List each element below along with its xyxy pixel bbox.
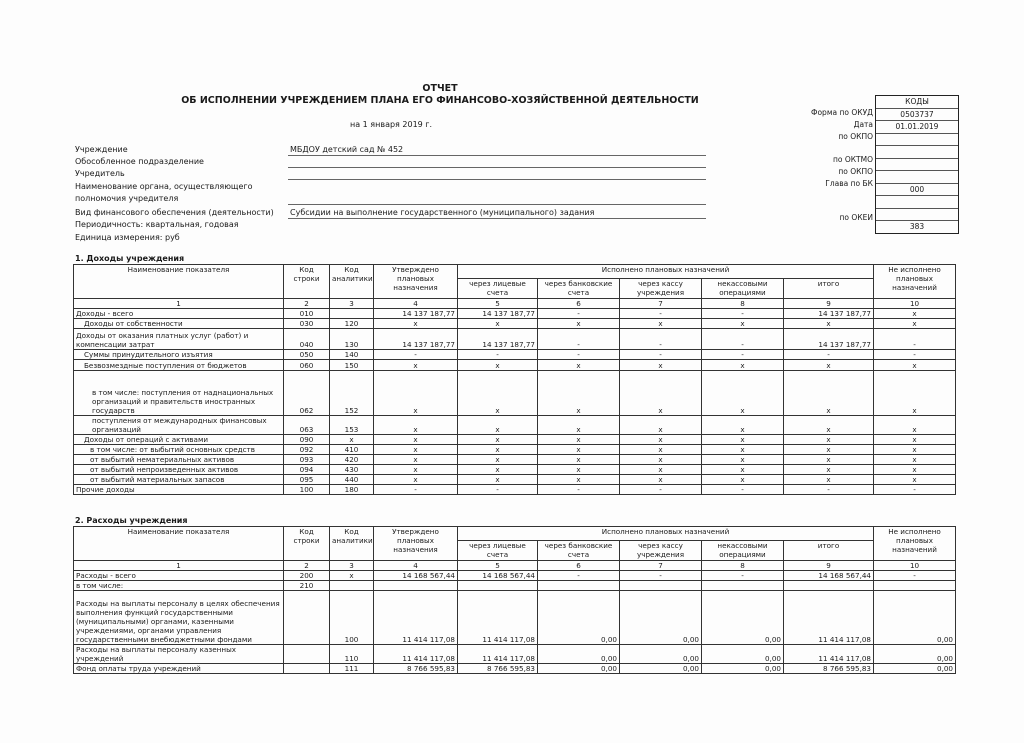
row-value: x [620, 455, 702, 465]
row-value: x [330, 435, 374, 445]
table-row [74, 371, 956, 416]
row-value [284, 664, 330, 674]
row-value: - [620, 329, 702, 350]
expense-table [73, 526, 956, 674]
row-value: - [702, 350, 784, 360]
row-value: 0,00 [874, 664, 956, 674]
row-value: x [538, 475, 620, 485]
header-via-cash: через кассу учреждения [620, 279, 702, 299]
row-value: - [874, 350, 956, 360]
row-value: 8 766 595,83 [374, 664, 458, 674]
row-value: x [374, 371, 458, 416]
row-value: - [702, 485, 784, 495]
row-value: 0,00 [538, 664, 620, 674]
header-name: Наименование показателя [74, 265, 284, 299]
code-okpo [876, 134, 958, 147]
header-code: Код строки [284, 527, 330, 561]
row-value: 200 [284, 571, 330, 581]
row-value: 0,00 [620, 591, 702, 645]
table-row [74, 435, 956, 445]
codes-box [875, 95, 959, 234]
row-value: x [784, 475, 874, 485]
code-oktmo [876, 159, 958, 172]
header-analytic: Код аналитики [330, 265, 374, 299]
row-value: x [458, 360, 538, 371]
row-value: x [874, 445, 956, 455]
row-value: x [702, 435, 784, 445]
row-value: x [620, 319, 702, 329]
row-value: - [538, 485, 620, 495]
table-row [74, 350, 956, 360]
row-value: 14 137 187,77 [784, 309, 874, 319]
code-empty-2 [876, 196, 958, 209]
header-via-accounts: через лицевые счета [458, 279, 538, 299]
row-value: 0,00 [702, 591, 784, 645]
row-value: - [702, 329, 784, 350]
row-value: x [784, 360, 874, 371]
row-name: Доходы - всего [74, 309, 284, 319]
row-value: x [330, 571, 374, 581]
row-name: в том числе: от выбытий основных средств [74, 445, 284, 455]
row-value: x [702, 445, 784, 455]
row-value: 063 [284, 416, 330, 435]
row-value: 8 766 595,83 [784, 664, 874, 674]
row-name: от выбытий нематериальных активов [74, 455, 284, 465]
table-row [74, 455, 956, 465]
row-value: 180 [330, 485, 374, 495]
label-okpo: по ОКПО [838, 132, 873, 141]
header-via-bank: через банковские счета [538, 541, 620, 561]
header-noncash: некассовыми операциями [702, 279, 784, 299]
row-value: 130 [330, 329, 374, 350]
row-value: x [374, 416, 458, 435]
row-value: 0,00 [702, 664, 784, 674]
row-value: x [874, 475, 956, 485]
header-via-accounts: через лицевые счета [458, 541, 538, 561]
row-value: x [538, 360, 620, 371]
row-value [330, 309, 374, 319]
row-value [874, 581, 956, 591]
column-number: 7 [620, 299, 702, 309]
row-value [784, 581, 874, 591]
row-value: - [620, 571, 702, 581]
row-value: 14 168 567,44 [374, 571, 458, 581]
column-number: 5 [458, 561, 538, 571]
row-value: x [874, 416, 956, 435]
row-value: 094 [284, 465, 330, 475]
row-value: x [874, 455, 956, 465]
header-unexecuted: Не исполнено плановых назначений [874, 527, 956, 561]
header-code: Код строки [284, 265, 330, 299]
row-value: 11 414 117,08 [374, 645, 458, 664]
row-value: x [538, 416, 620, 435]
row-value: 030 [284, 319, 330, 329]
row-value: 110 [330, 645, 374, 664]
row-value: 060 [284, 360, 330, 371]
row-name: Доходы от операций с активами [74, 435, 284, 445]
row-value: 14 168 567,44 [784, 571, 874, 581]
row-value: x [874, 319, 956, 329]
row-value: x [374, 465, 458, 475]
authority-label-2: полномочия учредителя [75, 194, 179, 203]
code-bk: 000 [876, 184, 958, 197]
finance-label: Вид финансового обеспечения (деятельности) [75, 208, 274, 217]
row-value: 153 [330, 416, 374, 435]
table-row [74, 319, 956, 329]
header-executed: Исполнено плановых назначений [458, 265, 874, 279]
row-value: x [784, 416, 874, 435]
row-name: Расходы - всего [74, 571, 284, 581]
column-number: 5 [458, 299, 538, 309]
row-value: x [458, 455, 538, 465]
row-value: 090 [284, 435, 330, 445]
row-value: x [538, 455, 620, 465]
row-value: x [874, 309, 956, 319]
row-value [284, 645, 330, 664]
row-value: x [702, 360, 784, 371]
row-value: x [458, 416, 538, 435]
row-value: x [458, 475, 538, 485]
row-value: 100 [284, 485, 330, 495]
row-value: 010 [284, 309, 330, 319]
row-value: - [538, 571, 620, 581]
row-value: 410 [330, 445, 374, 455]
row-value [702, 581, 784, 591]
row-value: x [620, 416, 702, 435]
row-value: 14 168 567,44 [458, 571, 538, 581]
row-value: x [784, 435, 874, 445]
row-name: Расходы на выплаты персоналу в целях обеспечения выполнения функций государственными (муниципальными) органами, казенными учреждениями, органами управления государственными внебюджетными фондами [74, 591, 284, 645]
row-value: 140 [330, 350, 374, 360]
table-row [74, 645, 956, 664]
label-date: Дата [853, 120, 873, 129]
column-number: 1 [74, 299, 284, 309]
table-row [74, 445, 956, 455]
row-value: 093 [284, 455, 330, 465]
header-via-bank: через банковские счета [538, 279, 620, 299]
header-via-cash: через кассу учреждения [620, 541, 702, 561]
code-okud: 0503737 [876, 109, 958, 122]
row-value: x [702, 455, 784, 465]
row-value: - [620, 309, 702, 319]
row-value: 8 766 595,83 [458, 664, 538, 674]
row-name: от выбытий непроизведенных активов [74, 465, 284, 475]
income-table [73, 264, 956, 495]
row-value: x [784, 445, 874, 455]
row-value: 440 [330, 475, 374, 485]
row-value: x [374, 435, 458, 445]
row-value: 0,00 [538, 645, 620, 664]
row-value: 0,00 [702, 645, 784, 664]
code-empty-1 [876, 146, 958, 159]
row-value: 0,00 [620, 664, 702, 674]
code-empty-3 [876, 209, 958, 222]
row-value: x [784, 371, 874, 416]
table-row [74, 591, 956, 645]
row-value [458, 581, 538, 591]
row-value: - [620, 485, 702, 495]
row-value: x [702, 475, 784, 485]
header-unexecuted: Не исполнено плановых назначений [874, 265, 956, 299]
row-value: x [538, 319, 620, 329]
column-number: 10 [874, 299, 956, 309]
row-value: 152 [330, 371, 374, 416]
row-value: x [620, 360, 702, 371]
row-value: 092 [284, 445, 330, 455]
row-value: 095 [284, 475, 330, 485]
subdivision-label: Обособленное подразделение [75, 157, 204, 166]
row-value: - [702, 571, 784, 581]
row-value: 14 137 187,77 [458, 309, 538, 319]
authority-label-1: Наименование органа, осуществляющего [75, 182, 253, 191]
label-okei: по ОКЕИ [839, 213, 873, 222]
institution-value: МБДОУ детский сад № 452 [290, 145, 404, 154]
row-value [538, 581, 620, 591]
row-value: x [874, 371, 956, 416]
row-value: x [702, 319, 784, 329]
code-date: 01.01.2019 [876, 121, 958, 134]
row-value: 0,00 [874, 591, 956, 645]
row-name: Суммы принудительного изъятия [74, 350, 284, 360]
report-title: ОТЧЕТ [422, 83, 458, 94]
column-number: 2 [284, 561, 330, 571]
row-value: x [702, 465, 784, 475]
header-executed: Исполнено плановых назначений [458, 527, 874, 541]
table-row [74, 571, 956, 581]
row-value: - [874, 571, 956, 581]
row-name: поступления от международных финансовых организаций [74, 416, 284, 435]
row-value: x [374, 319, 458, 329]
column-number: 4 [374, 299, 458, 309]
header-approved: Утверждено плановых назначения [374, 527, 458, 561]
row-value: - [538, 350, 620, 360]
row-value: 14 137 187,77 [784, 329, 874, 350]
column-number: 2 [284, 299, 330, 309]
header-total: итого [784, 541, 874, 561]
row-value: 11 414 117,08 [784, 645, 874, 664]
row-value: - [458, 350, 538, 360]
column-number: 4 [374, 561, 458, 571]
row-value: 040 [284, 329, 330, 350]
table-row [74, 475, 956, 485]
header-name: Наименование показателя [74, 527, 284, 561]
row-value: x [538, 465, 620, 475]
section1-title: 1. Доходы учреждения [75, 254, 185, 263]
row-value: 14 137 187,77 [374, 309, 458, 319]
row-name: Фонд оплаты труда учреждений [74, 664, 284, 674]
row-value: - [874, 329, 956, 350]
row-value: x [374, 360, 458, 371]
row-value: x [538, 435, 620, 445]
row-value: 0,00 [620, 645, 702, 664]
row-value: - [458, 485, 538, 495]
row-value [284, 591, 330, 645]
row-value: - [874, 485, 956, 495]
row-value: - [374, 350, 458, 360]
founder-label: Учредитель [75, 169, 125, 178]
row-name: от выбытий материальных запасов [74, 475, 284, 485]
column-number: 9 [784, 299, 874, 309]
row-value: x [784, 455, 874, 465]
row-name: в том числе: поступления от наднациональных организаций и правительств иностранных государств [74, 371, 284, 416]
code-okei: 383 [909, 222, 925, 231]
institution-label: Учреждение [75, 145, 128, 154]
table-row [74, 309, 956, 319]
row-value: - [620, 350, 702, 360]
row-name: Доходы от собственности [74, 319, 284, 329]
row-value: 11 414 117,08 [374, 591, 458, 645]
row-value: - [702, 309, 784, 319]
column-number: 6 [538, 561, 620, 571]
row-value: 11 414 117,08 [784, 591, 874, 645]
row-value: x [374, 475, 458, 485]
table-row [74, 581, 956, 591]
table-row [74, 360, 956, 371]
row-value: 430 [330, 465, 374, 475]
row-value: 14 137 187,77 [374, 329, 458, 350]
header-approved: Утверждено плановых назначения [374, 265, 458, 299]
report-subtitle: ОБ ИСПОЛНЕНИИ УЧРЕЖДЕНИЕМ ПЛАНА ЕГО ФИНАНСОВО-ХОЗЯЙСТВЕННОЙ ДЕЯТЕЛЬНОСТИ [181, 95, 699, 106]
row-value: - [784, 485, 874, 495]
row-value: x [620, 371, 702, 416]
row-value: - [374, 485, 458, 495]
column-number: 8 [702, 561, 784, 571]
table-row [74, 416, 956, 435]
row-value: 120 [330, 319, 374, 329]
row-value: - [538, 329, 620, 350]
header-analytic: Код аналитики [330, 527, 374, 561]
row-value: 111 [330, 664, 374, 674]
period-label: Периодичность: квартальная, годовая [75, 220, 239, 229]
column-number: 1 [74, 561, 284, 571]
label-oktmo: по ОКТМО [832, 155, 873, 164]
column-number: 3 [330, 299, 374, 309]
table-row [74, 485, 956, 495]
header-total: итого [784, 279, 874, 299]
codes-header: КОДЫ [876, 96, 958, 109]
table-row [74, 465, 956, 475]
row-value: x [458, 371, 538, 416]
row-value: x [874, 360, 956, 371]
row-value: - [784, 350, 874, 360]
label-okud: Форма по ОКУД [811, 108, 873, 117]
row-value: 150 [330, 360, 374, 371]
row-value: x [620, 445, 702, 455]
row-value: 11 414 117,08 [458, 645, 538, 664]
row-name: Безвозмездные поступления от бюджетов [74, 360, 284, 371]
row-value: x [620, 475, 702, 485]
column-number: 7 [620, 561, 702, 571]
row-value: x [374, 455, 458, 465]
report-date: на 1 января 2019 г. [350, 120, 433, 129]
row-value: 14 137 187,77 [458, 329, 538, 350]
row-value [330, 581, 374, 591]
row-value [620, 581, 702, 591]
row-value: x [538, 445, 620, 455]
row-value: x [458, 445, 538, 455]
column-number: 3 [330, 561, 374, 571]
row-value: x [702, 416, 784, 435]
row-value: 100 [330, 591, 374, 645]
row-value: x [458, 465, 538, 475]
row-value: x [784, 319, 874, 329]
section2-title: 2. Расходы учреждения [75, 516, 188, 525]
table-row [74, 664, 956, 674]
row-value: 050 [284, 350, 330, 360]
column-number: 6 [538, 299, 620, 309]
row-value: x [620, 465, 702, 475]
row-value: 062 [284, 371, 330, 416]
row-value [374, 581, 458, 591]
column-number: 8 [702, 299, 784, 309]
code-okpo-2 [876, 171, 958, 184]
row-value: x [458, 435, 538, 445]
row-value: 0,00 [874, 645, 956, 664]
unit-label: Единица измерения: руб [75, 233, 180, 242]
row-name: в том числе: [74, 581, 284, 591]
column-number: 9 [784, 561, 874, 571]
row-value: x [374, 445, 458, 455]
table-row [74, 329, 956, 350]
label-bk: Глава по БК [825, 179, 873, 188]
label-okpo-2: по ОКПО [838, 167, 873, 176]
row-name: Расходы на выплаты персоналу казенных учреждений [74, 645, 284, 664]
column-number: 10 [874, 561, 956, 571]
row-value: x [874, 465, 956, 475]
row-value: x [538, 371, 620, 416]
row-value: 11 414 117,08 [458, 591, 538, 645]
row-value: x [620, 435, 702, 445]
row-value: x [702, 371, 784, 416]
row-value: 420 [330, 455, 374, 465]
row-value: 0,00 [538, 591, 620, 645]
row-name: Доходы от оказания платных услуг (работ) и компенсации затрат [74, 329, 284, 350]
row-value: x [458, 319, 538, 329]
row-name: Прочие доходы [74, 485, 284, 495]
row-value: x [784, 465, 874, 475]
row-value: - [538, 309, 620, 319]
row-value: x [874, 435, 956, 445]
header-noncash: некассовыми операциями [702, 541, 784, 561]
row-value: 210 [284, 581, 330, 591]
finance-value: Субсидии на выполнение государственного (муниципального) задания [290, 208, 595, 217]
